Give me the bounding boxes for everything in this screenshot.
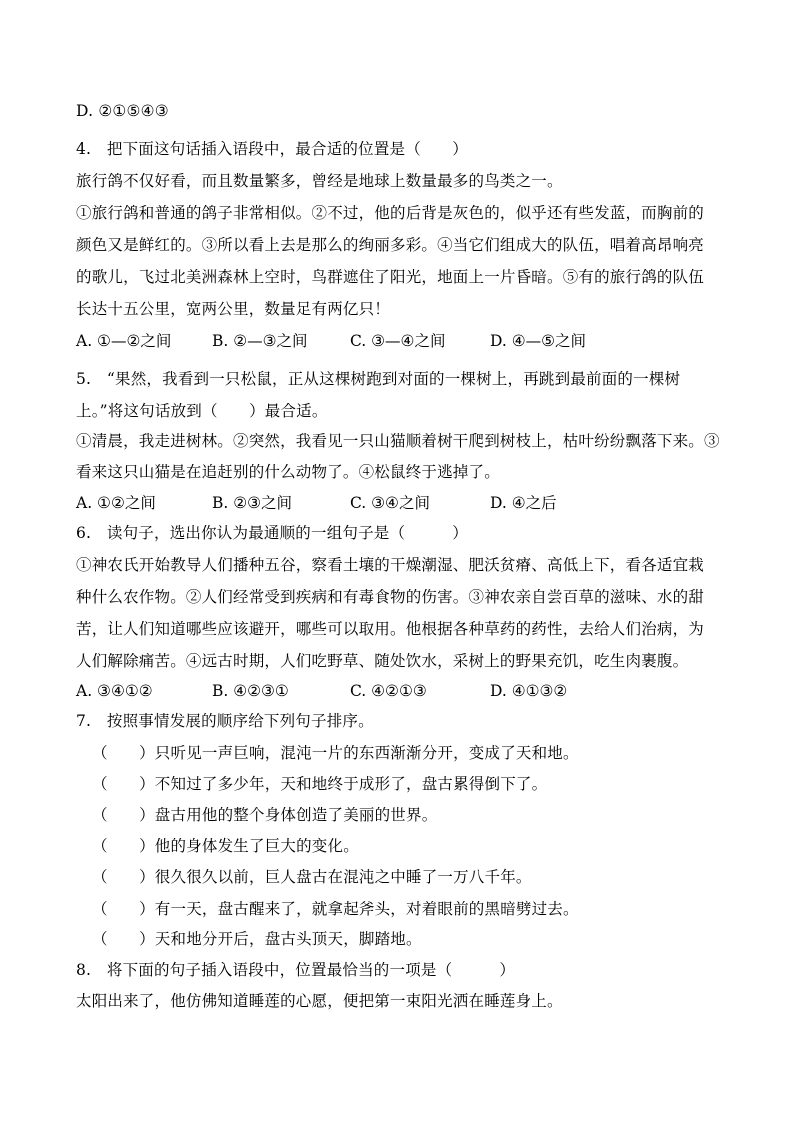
q4-option-c: C. ③—④之间: [350, 332, 446, 350]
q5-stem: 上。”将这句话放到（ ）最合适。: [76, 402, 328, 420]
q7-item: （ ）不知过了多少年，天和地终于成形了，盘古累得倒下了。: [92, 775, 548, 793]
q4-passage-line: 长达十五公里，宽两公里，数量足有两亿只！: [76, 300, 391, 318]
q4-option-b: B. ②—③之间: [212, 332, 308, 350]
q5-option-b: B. ②③之间: [212, 494, 293, 512]
q7-item: （ ）很久很久以前，巨人盘古在混沌之中睡了一万八千年。: [92, 868, 532, 886]
q5-option-a: A. ①②之间: [76, 494, 156, 512]
q5-stem: 5. “果然，我看到一只松鼠，正从这棵树跑到对面的一棵树上，再跳到最前面的一棵树: [76, 370, 681, 388]
q5-option-c: C. ③④之间: [350, 494, 430, 512]
q4-passage-line: 的歌儿，飞过北美洲森林上空时，鸟群遮住了阳光，地面上一片昏暗。⑤有的旅行鸽的队伍: [76, 268, 705, 286]
q5-passage-line: 看来这只山猫是在追赶别的什么动物了。④松鼠终于逃掉了。: [76, 463, 500, 481]
q4-option-d: D. ④—⑤之间: [490, 332, 587, 350]
q6-passage-line: 人们解除痛苦。④远古时期，人们吃野草、随处饮水，采树上的野果充饥，吃生肉裹腹。: [76, 652, 689, 670]
q4-sentence: 旅行鸽不仅好看，而且数量繁多，曾经是地球上数量最多的鸟类之一。: [76, 172, 563, 190]
q6-option-c: C. ④②①③: [350, 682, 427, 700]
q7-item: （ ）盘古用他的整个身体创造了美丽的世界。: [92, 806, 438, 824]
q4-passage-line: 颜色又是鲜红的。③所以看上去是那么的绚丽多彩。④当它们组成大的队伍，唱着高昂响亮: [76, 236, 705, 254]
q7-item: （ ）有一天，盘古醒来了，就拿起斧头，对着眼前的黑暗劈过去。: [92, 900, 579, 918]
q7-item: （ ）他的身体发生了巨大的变化。: [92, 837, 359, 855]
q8-stem: 8. 将下面的句子插入语段中，位置最恰当的一项是（ ）: [76, 961, 516, 979]
q6-option-a: A. ③④①②: [76, 682, 153, 700]
q6-passage-line: 种什么农作物。②人们经常受到疾病和有毒食物的伤害。③神农亲自尝百草的滋味、水的甜: [76, 588, 705, 606]
q7-item: （ ）只听见一声巨响，混沌一片的东西渐渐分开，变成了天和地。: [92, 744, 579, 762]
q7-stem: 7. 按照事情发展的顺序给下列句子排序。: [76, 712, 374, 730]
q4-stem: 4. 把下面这句话插入语段中，最合适的位置是（ ）: [76, 140, 468, 158]
q3-option-d: D. ②①⑤④③: [76, 102, 169, 120]
q4-option-a: A. ①—②之间: [76, 332, 172, 350]
q4-passage-line: ①旅行鸽和普通的鸽子非常相似。②不过，他的后背是灰色的，似乎还有些发蓝，而胸前的: [76, 204, 705, 222]
q5-passage-line: ①清晨，我走进树林。②突然，我看见一只山猫顺着树干爬到树枝上，枯叶纷纷飘落下来。③: [76, 432, 720, 450]
q5-option-d: D. ④之后: [490, 494, 557, 512]
q6-option-d: D. ④①③②: [490, 682, 568, 700]
q8-sentence: 太阳出来了，他仿佛知道睡莲的心愿，便把第一束阳光洒在睡莲身上。: [76, 992, 563, 1010]
q6-passage-line: 苦，让人们知道哪些应该避开，哪些可以取用。他根据各种草药的药性，去给人们治病，为: [76, 620, 705, 638]
q6-option-b: B. ④②③①: [212, 682, 289, 700]
q6-passage-line: ①神农氏开始教导人们播种五谷，察看土壤的干燥潮湿、肥沃贫瘠、高低上下，看各适宜栽: [76, 556, 705, 574]
q7-item: （ ）天和地分开后，盘古头顶天，脚踏地。: [92, 930, 422, 948]
q6-stem: 6. 读句子，选出你认为最通顺的一组句子是（ ）: [76, 524, 468, 542]
